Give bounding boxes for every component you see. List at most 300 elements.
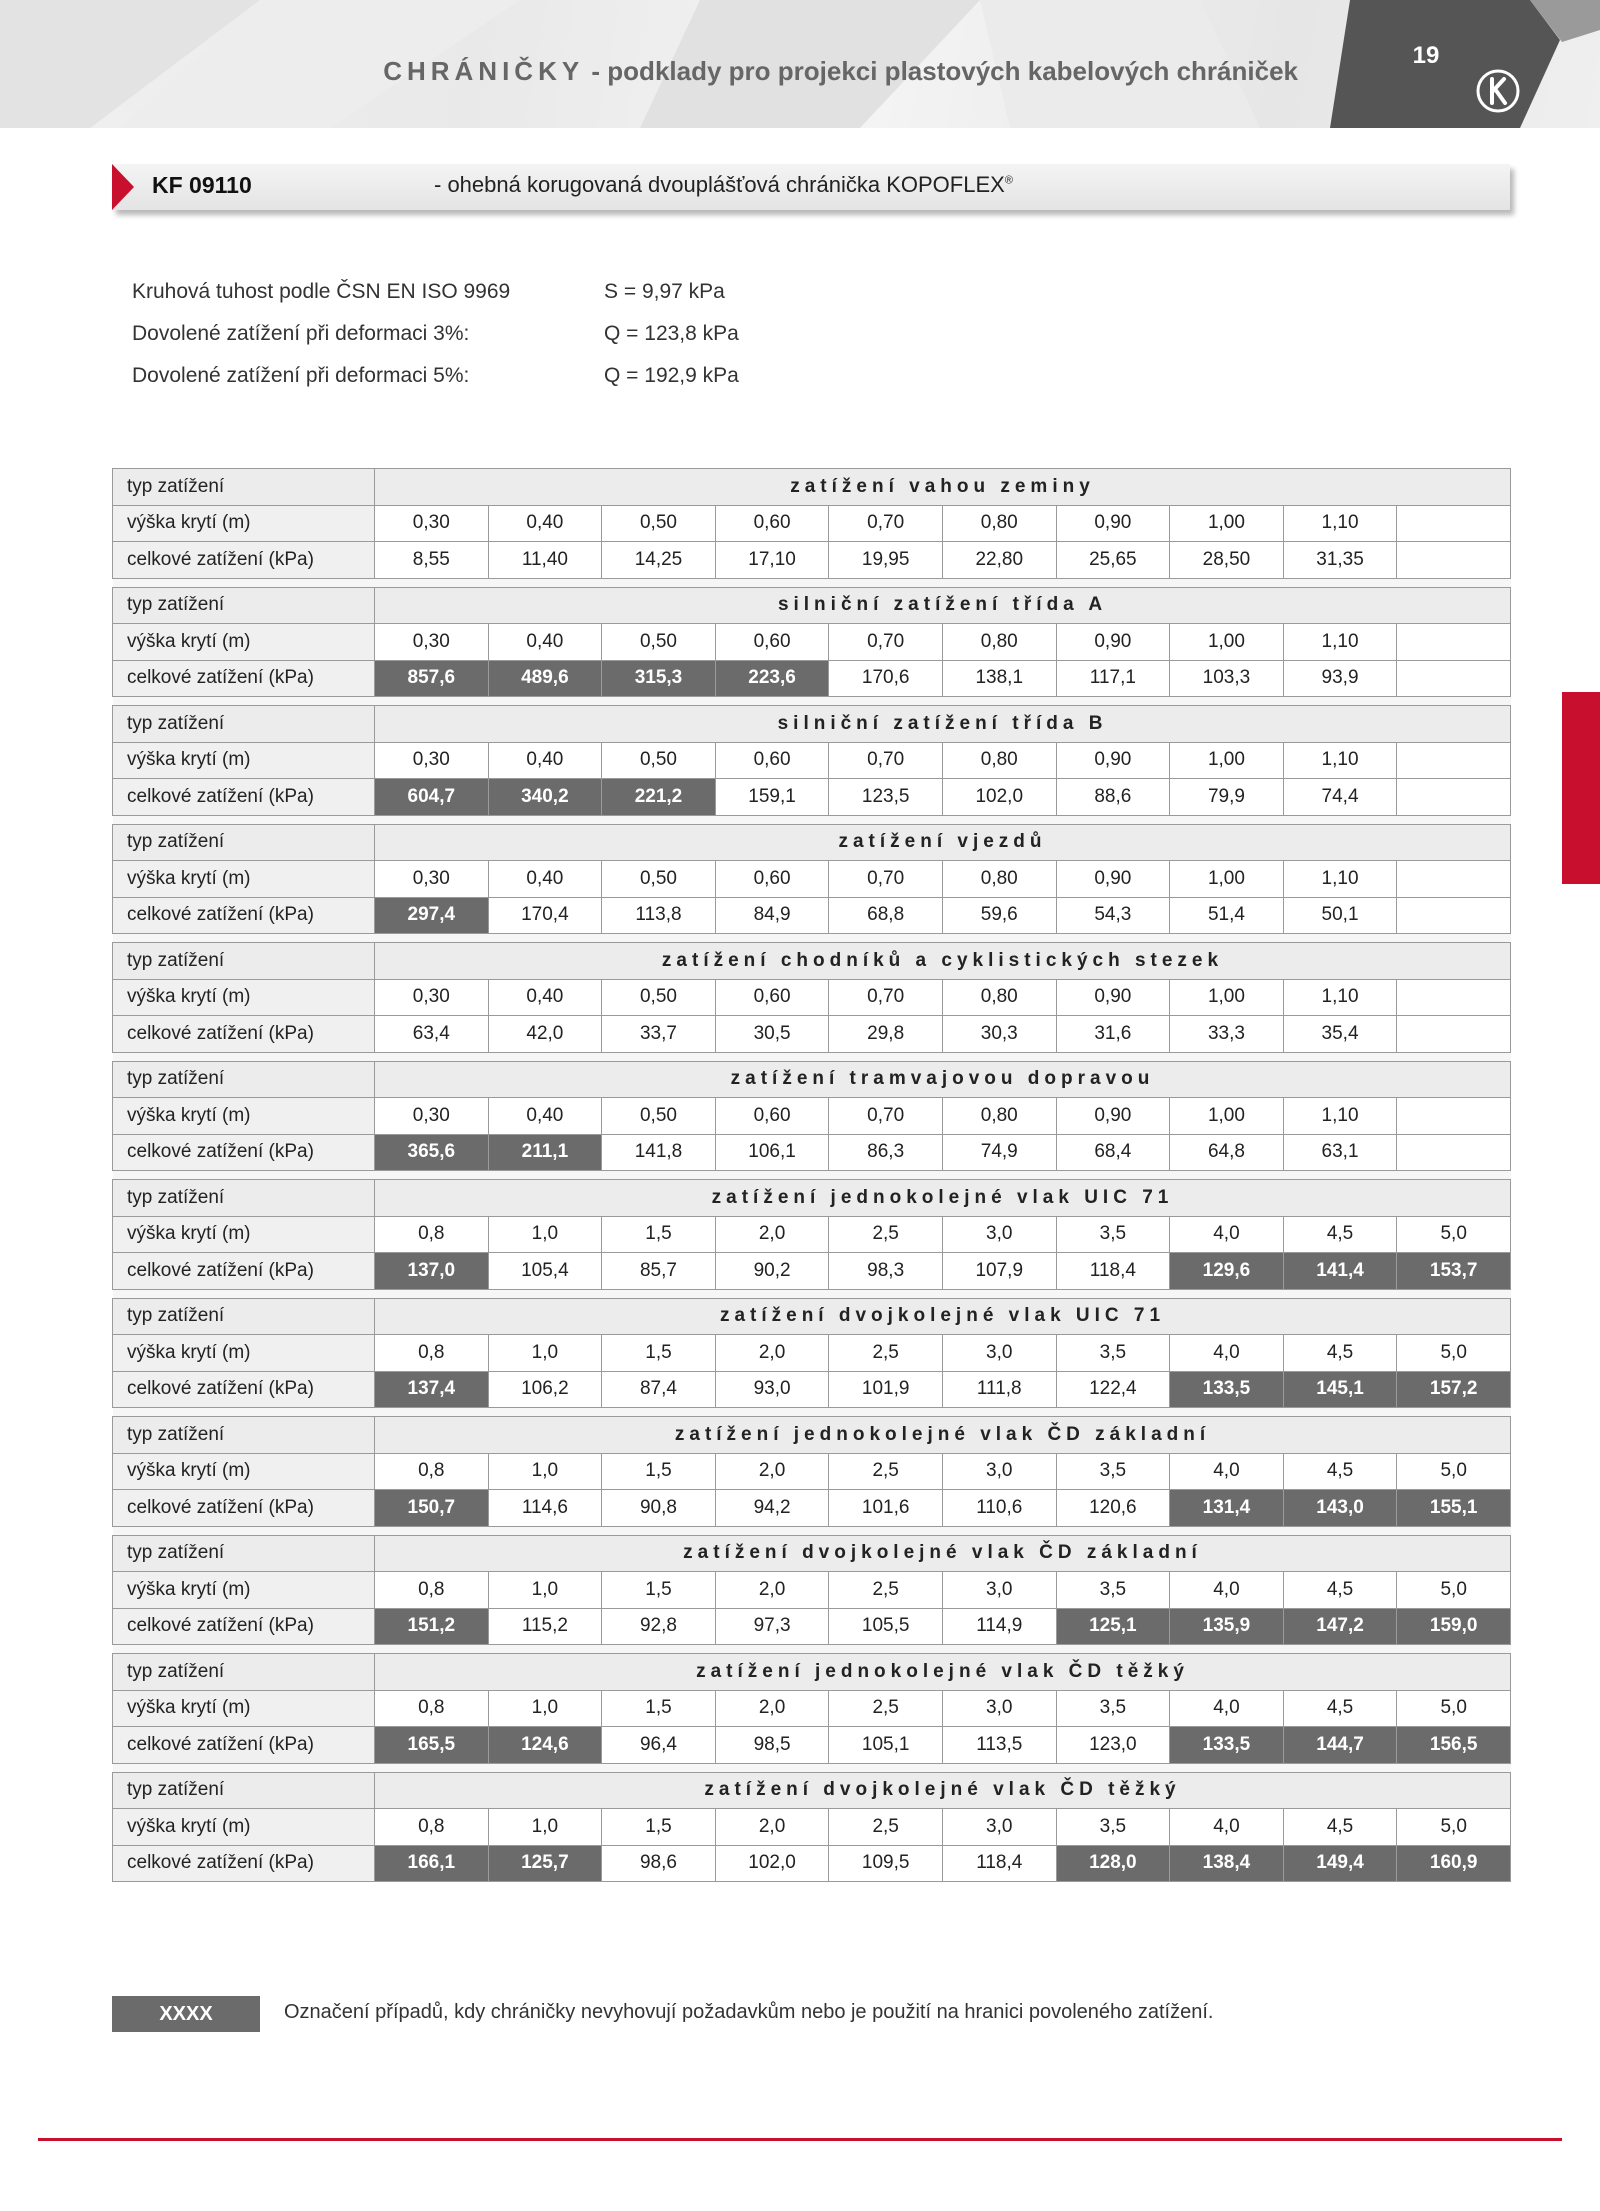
depth-cell: 0,8 — [375, 1216, 489, 1253]
load-type-title: zatížení jednokolejné vlak UIC 71 — [375, 1180, 1511, 1217]
block-spacer — [113, 1052, 1511, 1061]
depth-cell: 1,00 — [1170, 505, 1284, 542]
depth-cell — [1397, 624, 1511, 661]
load-cell: 86,3 — [829, 1134, 943, 1171]
depth-cell: 1,5 — [602, 1690, 716, 1727]
page-corner-shape — [1330, 0, 1600, 128]
load-type-title: silniční zatížení třída A — [375, 587, 1511, 624]
depth-cell: 0,90 — [1056, 624, 1170, 661]
row-label-depth: výška krytí (m) — [113, 505, 375, 542]
load-cell-flagged: 223,6 — [715, 660, 829, 697]
depth-cell: 1,00 — [1170, 742, 1284, 779]
load-cell-flagged: 156,5 — [1397, 1727, 1511, 1764]
load-cell-flagged: 604,7 — [375, 779, 489, 816]
load-type-title: zatížení tramvajovou dopravou — [375, 1061, 1511, 1098]
load-type-title: zatížení chodníků a cyklistických stezek — [375, 943, 1511, 980]
load-type-row — [113, 1180, 1511, 1217]
row-label-depth: výška krytí (m) — [113, 742, 375, 779]
depth-cell: 3,5 — [1056, 1809, 1170, 1846]
load-cell: 74,9 — [942, 1134, 1056, 1171]
load-cell-flagged: 149,4 — [1283, 1845, 1397, 1882]
load-row — [113, 1253, 1511, 1290]
depth-cell: 5,0 — [1397, 1453, 1511, 1490]
load-cell: 90,8 — [602, 1490, 716, 1527]
depth-row — [113, 1572, 1511, 1609]
load-cell: 64,8 — [1170, 1134, 1284, 1171]
block-spacer — [113, 1526, 1511, 1535]
depth-cell: 0,60 — [715, 742, 829, 779]
depth-cell: 4,0 — [1170, 1690, 1284, 1727]
depth-cell: 1,00 — [1170, 624, 1284, 661]
row-label-load: celkové zatížení (kPa) — [113, 1727, 375, 1764]
load-cell: 114,9 — [942, 1608, 1056, 1645]
spec-row — [132, 280, 932, 322]
depth-cell: 1,5 — [602, 1453, 716, 1490]
load-cell: 109,5 — [829, 1845, 943, 1882]
row-label-type: typ zatížení — [113, 1535, 375, 1572]
depth-cell: 0,30 — [375, 624, 489, 661]
row-label-type: typ zatížení — [113, 943, 375, 980]
load-cell-flagged: 125,7 — [488, 1845, 602, 1882]
row-label-load: celkové zatížení (kPa) — [113, 1134, 375, 1171]
load-cell — [1397, 779, 1511, 816]
row-label-depth: výška krytí (m) — [113, 1809, 375, 1846]
block-spacer — [113, 815, 1511, 824]
block-spacer — [113, 1171, 1511, 1180]
depth-cell: 2,5 — [829, 1690, 943, 1727]
load-cell-flagged: 125,1 — [1056, 1608, 1170, 1645]
row-label-depth: výška krytí (m) — [113, 1098, 375, 1135]
load-cell: 84,9 — [715, 897, 829, 934]
load-cell: 97,3 — [715, 1608, 829, 1645]
load-cell: 31,6 — [1056, 1016, 1170, 1053]
row-label-depth: výška krytí (m) — [113, 861, 375, 898]
row-label-load: celkové zatížení (kPa) — [113, 1371, 375, 1408]
load-type-title: zatížení dvojkolejné vlak ČD základní — [375, 1535, 1511, 1572]
load-cell-flagged: 315,3 — [602, 660, 716, 697]
load-cell: 98,5 — [715, 1727, 829, 1764]
page-number: 19 — [1412, 42, 1440, 69]
depth-cell: 0,70 — [829, 624, 943, 661]
load-cell: 123,5 — [829, 779, 943, 816]
depth-cell: 0,60 — [715, 624, 829, 661]
load-type-title: zatížení vjezdů — [375, 824, 1511, 861]
depth-row — [113, 624, 1511, 661]
depth-cell: 2,0 — [715, 1809, 829, 1846]
load-cell: 102,0 — [715, 1845, 829, 1882]
load-type-row — [113, 1417, 1511, 1454]
load-row — [113, 542, 1511, 579]
row-label-load: celkové zatížení (kPa) — [113, 542, 375, 579]
block-spacer — [113, 1289, 1511, 1298]
depth-cell — [1397, 742, 1511, 779]
depth-cell: 0,80 — [942, 861, 1056, 898]
load-cell: 170,4 — [488, 897, 602, 934]
depth-row — [113, 1453, 1511, 1490]
load-cell-flagged: 857,6 — [375, 660, 489, 697]
block-spacer-cell — [113, 697, 1511, 706]
load-type-row — [113, 469, 1511, 506]
depth-cell: 0,30 — [375, 742, 489, 779]
depth-cell: 5,0 — [1397, 1572, 1511, 1609]
load-cell-flagged: 128,0 — [1056, 1845, 1170, 1882]
row-label-type: typ zatížení — [113, 587, 375, 624]
load-cell-flagged: 489,6 — [488, 660, 602, 697]
legend-sample: XXXX — [112, 1996, 260, 2032]
load-cell-flagged: 297,4 — [375, 897, 489, 934]
row-label-type: typ zatížení — [113, 706, 375, 743]
load-row — [113, 897, 1511, 934]
load-row — [113, 660, 1511, 697]
load-cell — [1397, 660, 1511, 697]
kopos-k-logo-icon — [1475, 68, 1521, 114]
load-cell: 54,3 — [1056, 897, 1170, 934]
load-cell: 107,9 — [942, 1253, 1056, 1290]
depth-cell: 3,0 — [942, 1335, 1056, 1372]
row-label-type: typ zatížení — [113, 824, 375, 861]
load-cell-flagged: 150,7 — [375, 1490, 489, 1527]
load-cell: 14,25 — [602, 542, 716, 579]
depth-cell: 1,10 — [1283, 624, 1397, 661]
depth-cell: 4,5 — [1283, 1453, 1397, 1490]
block-spacer — [113, 1408, 1511, 1417]
depth-cell: 1,00 — [1170, 1098, 1284, 1135]
load-row — [113, 1016, 1511, 1053]
depth-cell: 0,8 — [375, 1335, 489, 1372]
load-cell: 141,8 — [602, 1134, 716, 1171]
depth-cell: 2,5 — [829, 1216, 943, 1253]
depth-cell: 0,60 — [715, 979, 829, 1016]
load-cell: 93,0 — [715, 1371, 829, 1408]
depth-cell: 3,0 — [942, 1690, 1056, 1727]
block-spacer — [113, 1763, 1511, 1772]
load-cell: 105,5 — [829, 1608, 943, 1645]
depth-row — [113, 1098, 1511, 1135]
depth-cell: 2,0 — [715, 1335, 829, 1372]
block-spacer-cell — [113, 934, 1511, 943]
load-cell: 118,4 — [1056, 1253, 1170, 1290]
load-type-row — [113, 587, 1511, 624]
depth-cell: 0,50 — [602, 979, 716, 1016]
row-label-type: typ zatížení — [113, 1772, 375, 1809]
block-spacer-cell — [113, 1526, 1511, 1535]
load-cell: 63,4 — [375, 1016, 489, 1053]
depth-cell: 0,30 — [375, 861, 489, 898]
depth-cell: 3,5 — [1056, 1690, 1170, 1727]
load-cell — [1397, 1134, 1511, 1171]
depth-cell: 5,0 — [1397, 1690, 1511, 1727]
row-label-depth: výška krytí (m) — [113, 1335, 375, 1372]
depth-cell: 1,0 — [488, 1216, 602, 1253]
depth-cell: 0,50 — [602, 742, 716, 779]
load-cell-flagged: 137,4 — [375, 1371, 489, 1408]
trademark-sign: ® — [1004, 174, 1013, 187]
load-type-title: zatížení jednokolejné vlak ČD těžký — [375, 1654, 1511, 1691]
load-type-title: zatížení dvojkolejné vlak UIC 71 — [375, 1298, 1511, 1335]
depth-cell: 4,0 — [1170, 1809, 1284, 1846]
load-row — [113, 1845, 1511, 1882]
depth-cell: 0,70 — [829, 979, 943, 1016]
depth-cell: 0,70 — [829, 861, 943, 898]
load-cell: 120,6 — [1056, 1490, 1170, 1527]
load-cell: 8,55 — [375, 542, 489, 579]
depth-row — [113, 505, 1511, 542]
load-cell-flagged: 145,1 — [1283, 1371, 1397, 1408]
load-row — [113, 1727, 1511, 1764]
load-cell: 113,8 — [602, 897, 716, 934]
load-cell: 138,1 — [942, 660, 1056, 697]
depth-cell: 1,5 — [602, 1335, 716, 1372]
depth-cell: 2,5 — [829, 1809, 943, 1846]
specs-list — [132, 280, 932, 406]
header-title — [383, 56, 1298, 87]
depth-cell: 0,30 — [375, 1098, 489, 1135]
depth-cell: 2,0 — [715, 1690, 829, 1727]
product-description — [434, 172, 1013, 198]
depth-cell: 1,10 — [1283, 742, 1397, 779]
load-cell: 93,9 — [1283, 660, 1397, 697]
depth-row — [113, 742, 1511, 779]
load-cell: 102,0 — [942, 779, 1056, 816]
load-cell-flagged: 159,0 — [1397, 1608, 1511, 1645]
load-cell-flagged: 138,4 — [1170, 1845, 1284, 1882]
row-label-load: celkové zatížení (kPa) — [113, 897, 375, 934]
row-label-load: celkové zatížení (kPa) — [113, 1490, 375, 1527]
depth-cell: 1,5 — [602, 1809, 716, 1846]
load-cell-flagged: 340,2 — [488, 779, 602, 816]
depth-cell: 1,5 — [602, 1572, 716, 1609]
load-cell-flagged: 157,2 — [1397, 1371, 1511, 1408]
depth-cell: 2,5 — [829, 1572, 943, 1609]
load-cell: 74,4 — [1283, 779, 1397, 816]
depth-cell: 0,90 — [1056, 979, 1170, 1016]
block-spacer — [113, 1645, 1511, 1654]
depth-row — [113, 1690, 1511, 1727]
spec-row — [132, 364, 932, 406]
load-cell: 122,4 — [1056, 1371, 1170, 1408]
load-cell-flagged: 166,1 — [375, 1845, 489, 1882]
legend-text: Označení případů, kdy chráničky nevyhovují požadavkům nebo je použití na hranici povoleného zatížení. — [284, 2001, 1214, 2023]
depth-cell: 1,0 — [488, 1453, 602, 1490]
load-cell: 59,6 — [942, 897, 1056, 934]
depth-cell: 0,90 — [1056, 861, 1170, 898]
load-cell: 170,6 — [829, 660, 943, 697]
load-cell-flagged: 143,0 — [1283, 1490, 1397, 1527]
load-cell-flagged: 365,6 — [375, 1134, 489, 1171]
load-cell-flagged: 141,4 — [1283, 1253, 1397, 1290]
load-cell-flagged: 160,9 — [1397, 1845, 1511, 1882]
load-cell: 42,0 — [488, 1016, 602, 1053]
depth-cell: 0,30 — [375, 505, 489, 542]
depth-cell: 1,00 — [1170, 979, 1284, 1016]
depth-row — [113, 861, 1511, 898]
depth-row — [113, 1809, 1511, 1846]
load-table-body — [113, 469, 1511, 1882]
depth-cell — [1397, 979, 1511, 1016]
load-cell: 68,8 — [829, 897, 943, 934]
load-cell: 25,65 — [1056, 542, 1170, 579]
depth-cell: 2,5 — [829, 1335, 943, 1372]
product-description-text: - ohebná korugovaná dvouplášťová chránička KOPOFLEX — [434, 172, 1005, 197]
load-row — [113, 1608, 1511, 1645]
load-type-row — [113, 1654, 1511, 1691]
header-subtitle: - podklady pro projekci plastových kabelových chrániček — [584, 56, 1298, 86]
depth-cell: 0,40 — [488, 979, 602, 1016]
load-cell: 33,7 — [602, 1016, 716, 1053]
depth-cell: 3,5 — [1056, 1453, 1170, 1490]
load-cell-flagged: 153,7 — [1397, 1253, 1511, 1290]
spec-value: S = 9,97 kPa — [604, 280, 725, 303]
depth-cell: 1,10 — [1283, 979, 1397, 1016]
block-spacer — [113, 934, 1511, 943]
load-type-title: zatížení vahou zeminy — [375, 469, 1511, 506]
load-cell-flagged: 211,1 — [488, 1134, 602, 1171]
depth-cell: 0,8 — [375, 1453, 489, 1490]
load-type-row — [113, 943, 1511, 980]
load-cell: 50,1 — [1283, 897, 1397, 934]
depth-cell: 0,8 — [375, 1809, 489, 1846]
spec-label: Dovolené zatížení při deformaci 5%: — [132, 364, 470, 387]
load-cell: 117,1 — [1056, 660, 1170, 697]
load-cell: 29,8 — [829, 1016, 943, 1053]
footer-line — [38, 2138, 1562, 2141]
load-cell: 28,50 — [1170, 542, 1284, 579]
load-cell: 94,2 — [715, 1490, 829, 1527]
product-code: KF 09110 — [152, 172, 252, 198]
load-cell: 30,5 — [715, 1016, 829, 1053]
load-cell-flagged: 135,9 — [1170, 1608, 1284, 1645]
load-cell: 85,7 — [602, 1253, 716, 1290]
load-cell-flagged: 129,6 — [1170, 1253, 1284, 1290]
depth-cell: 0,80 — [942, 742, 1056, 779]
row-label-depth: výška krytí (m) — [113, 624, 375, 661]
depth-cell: 1,0 — [488, 1809, 602, 1846]
load-cell: 79,9 — [1170, 779, 1284, 816]
depth-cell: 4,0 — [1170, 1335, 1284, 1372]
load-row — [113, 779, 1511, 816]
depth-cell: 0,70 — [829, 742, 943, 779]
row-label-depth: výška krytí (m) — [113, 979, 375, 1016]
row-label-type: typ zatížení — [113, 1417, 375, 1454]
depth-cell: 5,0 — [1397, 1809, 1511, 1846]
depth-cell: 0,50 — [602, 624, 716, 661]
depth-cell: 0,80 — [942, 1098, 1056, 1135]
row-label-load: celkové zatížení (kPa) — [113, 1016, 375, 1053]
depth-cell: 1,10 — [1283, 505, 1397, 542]
product-arrow-icon — [112, 164, 136, 210]
depth-cell: 4,5 — [1283, 1690, 1397, 1727]
depth-cell: 0,50 — [602, 1098, 716, 1135]
depth-cell: 1,0 — [488, 1335, 602, 1372]
spec-value: Q = 192,9 kPa — [604, 364, 739, 387]
depth-cell: 1,10 — [1283, 861, 1397, 898]
block-spacer-cell — [113, 1052, 1511, 1061]
depth-cell: 1,00 — [1170, 861, 1284, 898]
load-cell: 101,9 — [829, 1371, 943, 1408]
depth-cell: 4,5 — [1283, 1809, 1397, 1846]
load-cell: 87,4 — [602, 1371, 716, 1408]
load-cell: 96,4 — [602, 1727, 716, 1764]
load-table — [112, 468, 1511, 1882]
depth-cell: 0,40 — [488, 624, 602, 661]
depth-cell: 2,5 — [829, 1453, 943, 1490]
load-cell-flagged: 144,7 — [1283, 1727, 1397, 1764]
load-cell — [1397, 897, 1511, 934]
load-cell: 105,4 — [488, 1253, 602, 1290]
load-cell-flagged: 147,2 — [1283, 1608, 1397, 1645]
load-type-row — [113, 824, 1511, 861]
load-type-title: silniční zatížení třída B — [375, 706, 1511, 743]
load-type-title: zatížení dvojkolejné vlak ČD těžký — [375, 1772, 1511, 1809]
block-spacer-cell — [113, 815, 1511, 824]
depth-cell: 5,0 — [1397, 1216, 1511, 1253]
depth-row — [113, 979, 1511, 1016]
load-cell-flagged: 131,4 — [1170, 1490, 1284, 1527]
depth-cell: 1,0 — [488, 1690, 602, 1727]
spec-label: Kruhová tuhost podle ČSN EN ISO 9969 — [132, 280, 511, 303]
depth-cell — [1397, 1098, 1511, 1135]
block-spacer-cell — [113, 578, 1511, 587]
load-cell — [1397, 1016, 1511, 1053]
load-row — [113, 1490, 1511, 1527]
load-cell: 17,10 — [715, 542, 829, 579]
block-spacer-cell — [113, 1645, 1511, 1654]
load-row — [113, 1371, 1511, 1408]
depth-cell: 1,0 — [488, 1572, 602, 1609]
depth-cell: 2,0 — [715, 1572, 829, 1609]
depth-cell: 4,5 — [1283, 1572, 1397, 1609]
row-label-type: typ zatížení — [113, 1654, 375, 1691]
row-label-type: typ zatížení — [113, 1298, 375, 1335]
depth-cell: 3,0 — [942, 1809, 1056, 1846]
block-spacer — [113, 697, 1511, 706]
load-cell: 31,35 — [1283, 542, 1397, 579]
header-brand: CHRÁNIČKY — [383, 56, 585, 86]
load-cell-flagged: 165,5 — [375, 1727, 489, 1764]
depth-cell: 4,0 — [1170, 1216, 1284, 1253]
depth-cell: 0,90 — [1056, 1098, 1170, 1135]
depth-cell: 0,90 — [1056, 742, 1170, 779]
depth-cell: 0,80 — [942, 505, 1056, 542]
spec-row — [132, 322, 932, 364]
depth-cell: 0,8 — [375, 1572, 489, 1609]
load-cell: 51,4 — [1170, 897, 1284, 934]
depth-cell — [1397, 861, 1511, 898]
load-type-row — [113, 1772, 1511, 1809]
block-spacer — [113, 578, 1511, 587]
load-cell: 35,4 — [1283, 1016, 1397, 1053]
load-cell — [1397, 542, 1511, 579]
row-label-depth: výška krytí (m) — [113, 1453, 375, 1490]
load-cell: 118,4 — [942, 1845, 1056, 1882]
load-cell: 92,8 — [602, 1608, 716, 1645]
row-label-load: celkové zatížení (kPa) — [113, 1253, 375, 1290]
load-type-row — [113, 1535, 1511, 1572]
depth-cell: 0,40 — [488, 505, 602, 542]
load-cell: 114,6 — [488, 1490, 602, 1527]
depth-row — [113, 1335, 1511, 1372]
depth-cell: 2,0 — [715, 1453, 829, 1490]
depth-cell: 3,0 — [942, 1216, 1056, 1253]
side-tab — [1562, 692, 1600, 884]
load-cell-flagged: 221,2 — [602, 779, 716, 816]
spec-value: Q = 123,8 kPa — [604, 322, 739, 345]
block-spacer-cell — [113, 1763, 1511, 1772]
depth-cell: 0,60 — [715, 1098, 829, 1135]
row-label-depth: výška krytí (m) — [113, 1572, 375, 1609]
depth-cell: 0,8 — [375, 1690, 489, 1727]
depth-cell: 4,5 — [1283, 1216, 1397, 1253]
